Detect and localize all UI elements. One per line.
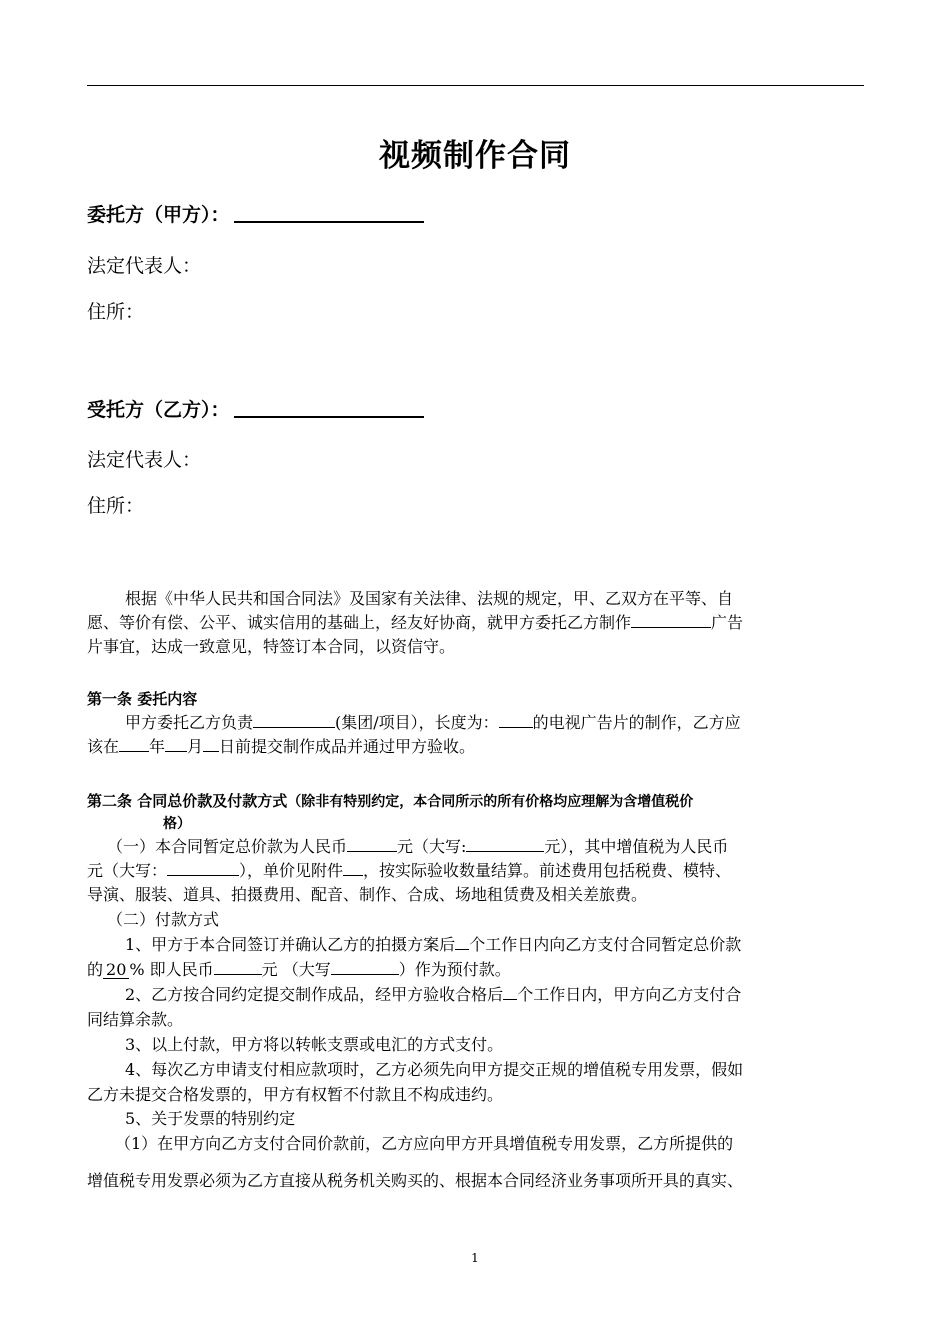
article-text: 日前提交制作成品并通过甲方验收。 <box>219 737 476 756</box>
article-2-para-3: 导演、服装、道具、拍摄费用、配音、制作、合成、场地租赁费及相关差旅费。 <box>87 885 648 904</box>
article-2-note-cont: 格） <box>163 816 191 832</box>
payment-item-4-cont: 乙方未提交合格发票的，甲方有权暂不付款且不构成违约。 <box>87 1085 504 1104</box>
article-text: 元），其中增值税为人民币 <box>544 837 729 856</box>
article-text: 元（大写： <box>87 861 168 880</box>
article-text: 该在 <box>87 737 120 756</box>
blank <box>331 974 399 975</box>
intro-line-2 <box>87 610 743 636</box>
payment-method-heading: （二）付款方式 <box>107 910 220 929</box>
article-2-title: 第二条 合同总价款及付款方式 <box>87 792 288 810</box>
article-text: 元（大写: <box>397 837 467 856</box>
blank <box>253 727 335 728</box>
party-b-name-blank <box>234 398 424 418</box>
payment-item-1-cont <box>87 957 511 983</box>
article-text: 2、乙方按合同约定提交制作成品，经甲方验收合格后 <box>125 985 504 1004</box>
payment-item-3: 3、以上付款，甲方将以转帐支票或电汇的方式支付。 <box>125 1035 504 1054</box>
article-text: 月 <box>187 737 204 756</box>
intro-line-3: 片事宜，达成一致意见，特签订本合同，以资信守。 <box>87 637 456 656</box>
invoice-clause-1: （1）在甲方向乙方支付合同价款前，乙方应向甲方开具增值税专用发票，乙方所提供的 <box>115 1134 734 1153</box>
ad-name-blank <box>631 627 711 628</box>
party-b-address: 住所： <box>87 495 145 517</box>
payment-item-2 <box>125 982 741 1008</box>
payment-item-5: 5、关于发票的特别约定 <box>125 1109 296 1128</box>
article-text: ），单价见附件 <box>239 861 344 880</box>
article-text: % 即人民币 <box>129 960 214 979</box>
party-b-line <box>87 395 424 422</box>
header-rule <box>87 85 864 86</box>
blank <box>167 875 239 876</box>
article-2-heading <box>87 790 693 811</box>
blank <box>466 851 544 852</box>
article-text: 1、甲方于本合同签订并确认乙方的拍摄方案后 <box>125 935 456 954</box>
invoice-clause-1-cont: 增值税专用发票必须为乙方直接从税务机关购买的、根据本合同经济业务事项所开具的真实、 <box>87 1171 744 1190</box>
party-a-address: 住所： <box>87 301 145 323</box>
party-a-rep: 法定代表人： <box>87 255 202 277</box>
blank <box>165 751 187 752</box>
article-1-line-1 <box>125 710 741 736</box>
article-text: 的电视广告片的制作，乙方应 <box>532 713 741 732</box>
article-2-para-2 <box>87 858 731 884</box>
blank <box>343 875 363 876</box>
blank <box>214 974 262 975</box>
article-text: 个工作日内向乙方支付合同暂定总价款 <box>469 935 742 954</box>
blank <box>503 999 517 1000</box>
party-b-rep: 法定代表人： <box>87 449 202 471</box>
article-text: ，按实际验收数量结算。前述费用包括税费、模特、 <box>363 861 732 880</box>
blank <box>203 751 219 752</box>
article-1-line-2 <box>87 734 475 760</box>
blank <box>455 949 469 950</box>
party-b-label: 受托方（乙方）： <box>87 399 230 421</box>
intro-line-1: 根据《中华人民共和国合同法》及国家有关法律、法规的规定，甲、乙双方在平等、自 <box>125 589 734 608</box>
blank <box>499 727 533 728</box>
article-text: (集团/项目），长度为： <box>335 713 499 732</box>
payment-item-4: 4、每次乙方申请支付相应款项时，乙方必须先向甲方提交正规的增值税专用发票，假如 <box>125 1060 744 1079</box>
party-a-line <box>87 200 424 227</box>
party-a-label: 委托方（甲方）： <box>87 204 230 226</box>
article-text: 甲方委托乙方负责 <box>125 713 254 732</box>
blank <box>347 851 397 852</box>
intro-text: 愿、等价有偿、公平、诚实信用的基础上，经友好协商，就甲方委托乙方制作 <box>87 613 632 632</box>
article-text: ）作为预付款。 <box>398 960 511 979</box>
article-1-heading: 第一条 委托内容 <box>87 690 198 708</box>
article-text: 年 <box>149 737 166 756</box>
article-2-note: （除非有特别约定，本合同所示的所有价格均应理解为含增值税价 <box>287 794 694 810</box>
article-text: 的 <box>87 960 104 979</box>
party-a-name-blank <box>234 203 424 223</box>
intro-text: 广告 <box>711 613 744 632</box>
article-text: 个工作日内，甲方向乙方支付合 <box>517 985 742 1004</box>
article-text: 元 （大写 <box>261 960 331 979</box>
prepay-percent: 20 <box>103 961 129 979</box>
payment-item-1 <box>125 932 741 958</box>
payment-item-2-cont: 同结算余款。 <box>87 1010 184 1029</box>
page-number: 1 <box>471 1251 479 1265</box>
article-text: （一）本合同暂定总价款为人民币 <box>107 837 348 856</box>
article-2-para-1 <box>107 834 728 860</box>
blank <box>119 751 149 752</box>
document-title: 视频制作合同 <box>379 138 571 174</box>
